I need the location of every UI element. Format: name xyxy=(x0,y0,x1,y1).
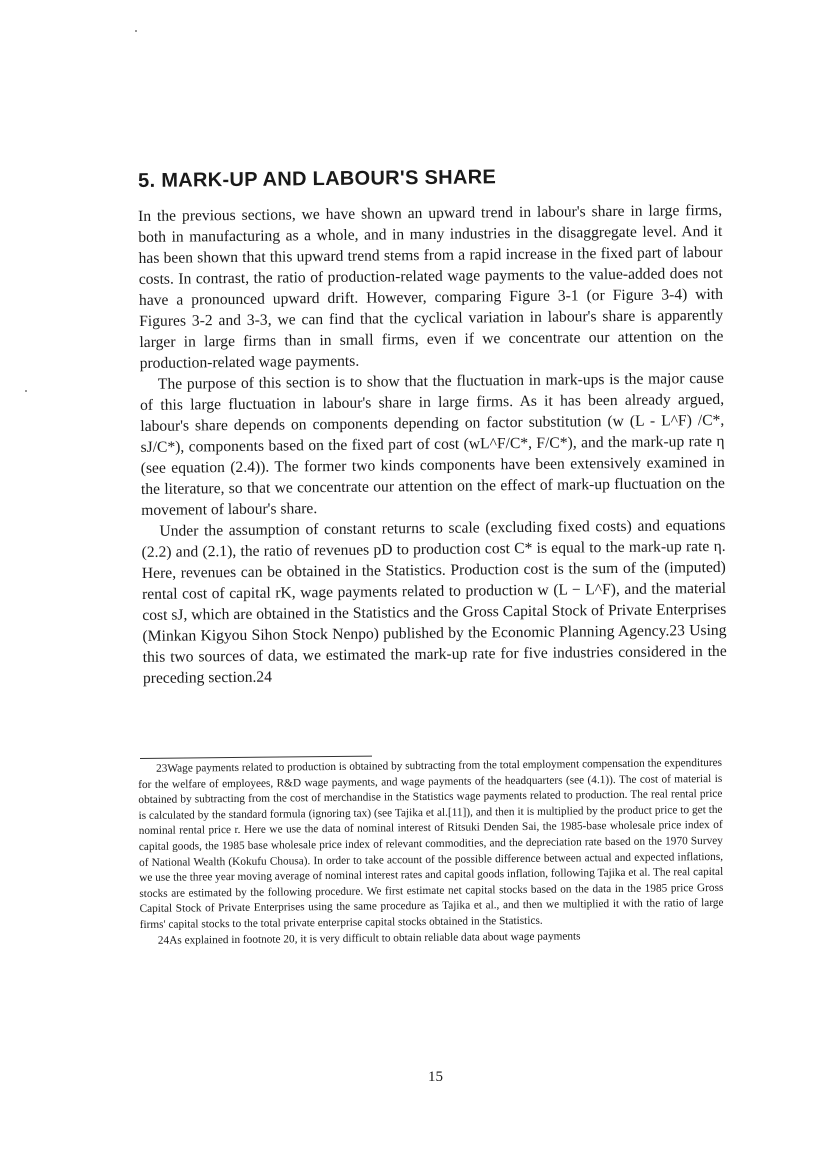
paragraph: The purpose of this section is to show that the fluctuation in mark-ups is the major cause of this large fluctuation in labour's share in large firms. As it has been already argued, labour's share depends on components depending on factor substitution (w (L - L^F) /C*, sJ/C*), components based on the fixed part of cost (wL^F/C*, F/C*), and the mark-up rate η (see equation (2.4)). The former two kinds components have been extensively examined in the literature, so that we concentrate our attention on the effect of mark-up fluctuation on the movement of labour's share. xyxy=(140,369,726,519)
scan-speck xyxy=(25,390,27,392)
paragraph: Under the assumption of constant returns to scale (excluding fixed costs) and equations (2.2) and (2.1), the ratio of revenues pD to production cost C* is equal to the mark-up rate η. Here, revenues can be obtained in the Statistics. Production cost is the sum of the (imputed) rental cost of capital rK, wage payments related to production w (L − L^F), and the material cost sJ, which are obtained in the Statistics and the Gross Capital Stock of Private Enterprises (Minkan Kigyou Sihon Stock Nenpo) published by the Economic Planning Agency.23 Using this two sources of data, we estimated the mark-up rate for five industries considered in the preceding section.24 xyxy=(141,516,727,687)
footnote: 23Wage payments related to production is obtained by subtracting from the total employment compensation the expenditures for the welfare of employees, R&D wage payments, and wage payments of the headquarters (see (4.1)). The cost of material is obtained by subtracting from the cost of merchandise in the Statistics wage payments related to production. The real rental price is calculated by the standard formula (ignoring tax) (see Tajika et al.[11]), and then it is multiplied by the product price to get the nominal rental price r. Here we use the data of nominal interest of Ritsuki Denden Sai, the 1985-base wholesale price index of capital goods, the 1985 base wholesale price index of relevant commodities, and the depreciation rate based on the 1970 Survey of National Wealth (Kokufu Chousa). In order to take account of the possible difference between actual and expected inflations, we use the three year moving average of nominal interest rates and capital goods inflation, following Tajika et al. The real capital stocks are estimated by the following procedure. We first estimate net capital stocks based on the data in the 1985 price Gross Capital Stock of Private Enterprises using the same procedure as Tajika et al., and then we multiplied it with the ratio of large firms' capital stocks to the total private enterprise capital stocks obtained in the Statistics. xyxy=(138,756,724,931)
paragraph: In the previous sections, we have shown an upward trend in labour's share in large firms, both in manufacturing as a whole, and in many industries in the disaggregate level. And it has been shown that this upward trend stems from a rapid increase in the fixed part of labour costs. In contrast, the ratio of production-related wage payments to the value-added does not have a pronounced upward drift. However, comparing Figure 3-1 (or Figure 3-4) with Figures 3-2 and 3-3, we can find that the cyclical variation in labour's share is apparently larger in large firms than in small firms, even if we concentrate our attention on the production-related wage payments. xyxy=(138,201,724,372)
page-number: 15 xyxy=(428,1069,443,1085)
footnote: 24As explained in footnote 20, it is very difficult to obtain reliable data about wage payments xyxy=(157,929,581,947)
footnote-divider xyxy=(140,756,372,759)
section-body xyxy=(138,200,727,689)
scan-speck xyxy=(135,30,137,32)
section-title: 5. MARK-UP AND LABOUR'S SHARE xyxy=(138,166,497,192)
footnotes xyxy=(138,756,724,949)
